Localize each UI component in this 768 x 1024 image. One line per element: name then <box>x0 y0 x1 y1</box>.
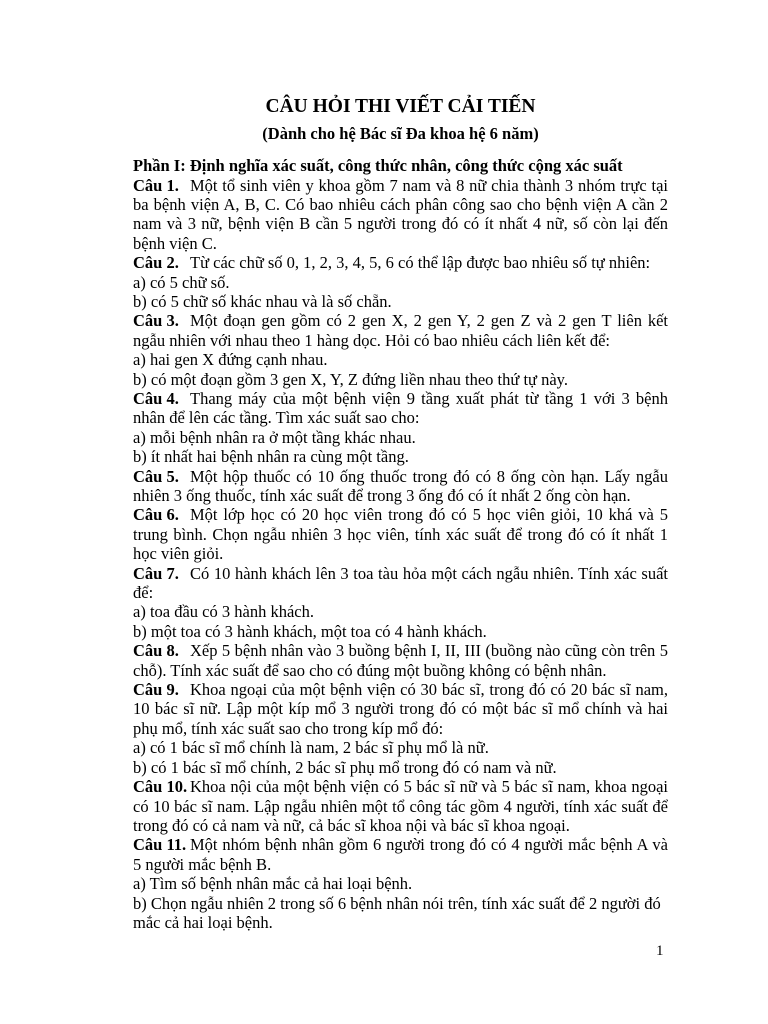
question-text-block <box>133 777 668 835</box>
question-subitem: b) có 1 bác sĩ mổ chính, 2 bác sĩ phụ mổ trong đó có nam và nữ. <box>133 757 557 777</box>
question-text-block <box>133 253 668 272</box>
question-text-block <box>133 505 668 563</box>
question-text: Một lớp học có 20 học viên trong đó có 5 học viên giỏi, 10 khá và 5 trung bình. Chọn ngẫu nhiên 3 học viên, tính xác suất để trong đó có ít nhất 1 học viên giỏi. <box>133 505 668 564</box>
question-item <box>133 389 668 467</box>
question-label: Câu 3. <box>133 311 179 331</box>
question-text: Một đoạn gen gồm có 2 gen X, 2 gen Y, 2 gen Z và 2 gen T liên kết ngẫu nhiên với nhau theo 1 hàng dọc. Hỏi có bao nhiêu cách liên kết để: <box>133 311 668 350</box>
question-subitem: a) có 5 chữ số. <box>133 272 230 292</box>
question-text: Một nhóm bệnh nhân gồm 6 người trong đó có 4 người mắc bệnh A và 5 người mắc bệnh B. <box>133 835 668 874</box>
question-subitem: a) có 1 bác sĩ mổ chính là nam, 2 bác sĩ phụ mổ là nữ. <box>133 738 489 758</box>
question-text-block <box>133 680 668 738</box>
question-text-block <box>133 641 668 680</box>
question-subitem: b) một toa có 3 hành khách, một toa có 4 hành khách. <box>133 621 487 641</box>
question-subitem: a) toa đầu có 3 hành khách. <box>133 602 314 622</box>
question-text: Từ các chữ số 0, 1, 2, 3, 4, 5, 6 có thể lập được bao nhiêu số tự nhiên: <box>190 253 651 273</box>
question-item <box>133 253 668 311</box>
question-item <box>133 564 668 642</box>
page-number: 1 <box>656 943 664 959</box>
question-item <box>133 680 668 777</box>
question-subitem: a) hai gen X đứng cạnh nhau. <box>133 350 328 370</box>
question-subitem: b) có 5 chữ số khác nhau và là số chẵn. <box>133 291 392 311</box>
question-label: Câu 9. <box>133 680 179 700</box>
question-item <box>133 311 668 389</box>
question-label: Câu 7. <box>133 563 179 583</box>
question-item <box>133 176 668 254</box>
question-subitem: a) mỗi bệnh nhân ra ở một tầng khác nhau. <box>133 427 416 447</box>
question-item <box>133 641 668 680</box>
document-content <box>133 94 668 932</box>
question-item <box>133 467 668 506</box>
question-label: Câu 11. <box>133 835 187 855</box>
part-heading: Phần I: Định nghĩa xác suất, công thức nhân, công thức cộng xác suất <box>133 156 623 175</box>
question-list <box>133 176 668 933</box>
question-subitem: b) ít nhất hai bệnh nhân ra cùng một tầng. <box>133 447 409 467</box>
question-text-block <box>133 176 668 254</box>
question-text-block <box>133 835 668 874</box>
question-item <box>133 505 668 563</box>
page-subtitle: (Dành cho hệ Bác sĩ Đa khoa hệ 6 năm) <box>262 124 539 143</box>
question-text: Xếp 5 bệnh nhân vào 3 buồng bệnh I, II, III (buồng nào cũng còn trên 5 chỗ). Tính xác suất để sao cho có đúng một buồng không có bệnh nhân. <box>133 641 668 680</box>
question-item <box>133 835 668 932</box>
question-label: Câu 4. <box>133 388 179 408</box>
question-label: Câu 10. <box>133 777 188 797</box>
question-label: Câu 1. <box>133 175 179 195</box>
question-label: Câu 2. <box>133 253 179 273</box>
question-text: Một hộp thuốc có 10 ống thuốc trong đó có 8 ống còn hạn. Lấy ngẫu nhiên 3 ống thuốc, tính xác suất để trong 3 ống đó có ít nhất 2 ống còn hạn. <box>133 466 668 505</box>
question-item <box>133 777 668 835</box>
question-subitem: a) Tìm số bệnh nhân mắc cả hai loại bệnh. <box>133 874 413 894</box>
question-text: Thang máy của một bệnh viện 9 tầng xuất phát từ tầng 1 với 3 bệnh nhân để lên các tầng. Tìm xác suất sao cho: <box>133 388 668 428</box>
question-subitem: b) Chọn ngẫu nhiên 2 trong số 6 bệnh nhân nói trên, tính xác suất để 2 người đó mắc cả hai loại bệnh. <box>133 893 661 932</box>
question-text-block <box>133 467 668 506</box>
question-text: Có 10 hành khách lên 3 toa tàu hỏa một cách ngẫu nhiên. Tính xác suất để: <box>133 563 668 603</box>
question-text: Khoa nội của một bệnh viện có 5 bác sĩ nữ và 5 bác sĩ nam, khoa ngoại có 10 bác sĩ nam. Lập ngẫu nhiên một tổ công tác gồm 4 người, tính xác suất để trong đó có cả nam và nữ, cả bác sĩ khoa nội và bác sĩ khoa ngoại. <box>133 777 668 835</box>
question-text-block <box>133 311 668 350</box>
question-label: Câu 8. <box>133 641 179 661</box>
question-label: Câu 5. <box>133 466 179 486</box>
question-subitem: b) có một đoạn gồm 3 gen X, Y, Z đứng liền nhau theo thứ tự này. <box>133 369 568 389</box>
question-label: Câu 6. <box>133 505 179 525</box>
question-text: Một tổ sinh viên y khoa gồm 7 nam và 8 nữ chia thành 3 nhóm trực tại ba bệnh viện A, B, C. Có bao nhiêu cách phân công sao cho bệnh viện A cần 2 nam và 3 nữ, bệnh viện B cần 5 người trong đó có ít nhất 4 nữ, số còn lại đến bệnh viện C. <box>133 175 668 253</box>
page-title: CÂU HỎI THI VIẾT CẢI TIẾN <box>265 96 536 117</box>
question-text-block <box>133 389 668 428</box>
question-text: Khoa ngoại của một bệnh viện có 30 bác sĩ, trong đó có 20 bác sĩ nam, 10 bác sĩ nữ. Lập một kíp mổ 3 người trong đó có một bác sĩ mổ chính và hai phụ mổ, tính xác suất sao cho trong kíp mổ đó: <box>133 680 668 738</box>
question-text-block <box>133 564 668 603</box>
